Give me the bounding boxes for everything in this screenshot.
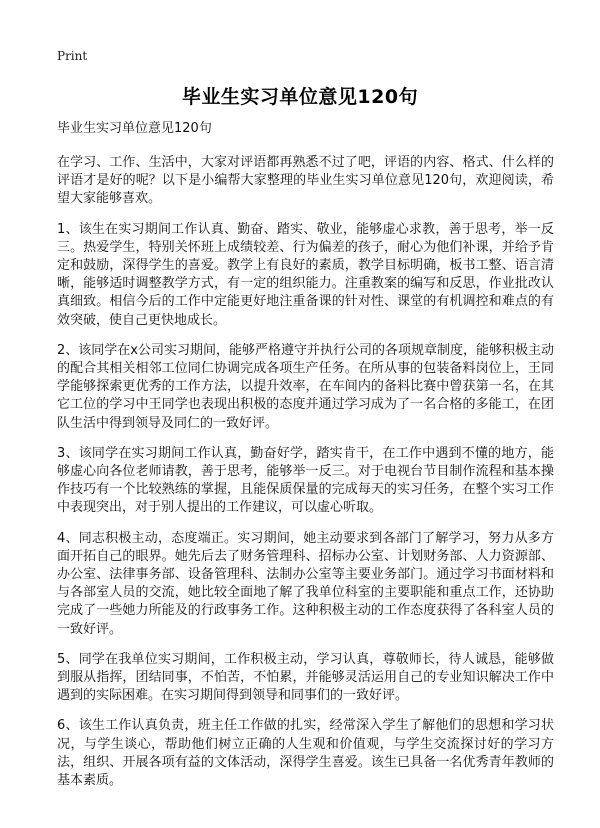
document-title: 毕业生实习单位意见120句 bbox=[181, 86, 419, 108]
paragraph-5: 5、同学在我单位实习期间，工作积极主动，学习认真，尊敬师长，待人诚恳，能够做到服从指挥，团结同事，不怕苦，不怕累，并能够灵活运用自己的专业知识解决工作中遇到的实际困难。在实习期间得到领导和同事们的一致好评。 bbox=[57, 651, 554, 704]
paragraph-3: 3、该同学在实习期间工作认真，勤奋好学，踏实肯干，在工作中遇到不懂的地方，能够虚心向各位老师请教，善于思考，能够举一反三。对于电视台节目制作流程和基本操作技巧有一个比较熟练的掌握，且能保质保量的完成每天的实习任务，在整个实习工作中表现突出，对于别人提出的工作建议，可以虚心听取。 bbox=[57, 445, 554, 516]
paragraph-6: 6、该生工作认真负责，班主任工作做的扎实，经常深入学生了解他们的思想和学习状况，与学生谈心，帮助他们树立正确的人生观和价值观，与学生交流探讨好的学习方法，组织、开展各项有益的文体活动，深得学生喜爱。该生已具备一名优秀青年教师的基本素质。 bbox=[57, 718, 554, 789]
paragraph-4: 4、同志积极主动，态度端正。实习期间，她主动要求到各部门了解学习，努力从多方面开拓自己的眼界。她先后去了财务管理科、招标办公室、计划财务部、人力资源部、办公室、法律事务部、设备管理科、法制办公室等主要业务部门。通过学习书面材料和与各部室人员的交流，她比较全面地了解了我单位科室的主要职能和重点工作，还协助完成了一些她力所能及的行政事务工作。这种积极主动的工作态度获得了各科室人员的一致好评。 bbox=[57, 530, 554, 637]
document-subtitle: 毕业生实习单位意见120句 bbox=[57, 121, 212, 136]
document-body bbox=[57, 120, 554, 802]
paragraph-1: 1、该生在实习期间工作认真、勤奋、踏实、敬业，能够虚心求教，善于思考，举一反三。热爱学生，特别关怀班上成绩较差、行为偏差的孩子，耐心为他们补课，并给予肯定和鼓励，深得学生的喜爱。教学上有良好的素质，教学目标明确，板书工整、语言清晰，能够适时调整教学方式，有一定的组织能力。注重教案的编写和反思，作业批改认真细致。相信今后的工作中定能更好地注重备课的针对性、课堂的有机调控和难点的有效突破，使自己更快地成长。 bbox=[57, 221, 554, 328]
intro-paragraph: 在学习、工作、生活中，大家对评语都再熟悉不过了吧，评语的内容、格式、什么样的评语才是好的呢？以下是小编帮大家整理的毕业生实习单位意见120句，欢迎阅读，希望大家能够喜欢。 bbox=[57, 155, 554, 207]
print-link[interactable]: Print bbox=[57, 49, 88, 63]
paragraph-2: 2、该同学在x公司实习期间，能够严格遵守并执行公司的各项规章制度，能够积极主动的配合其相关相邻工位同仁协调完成各项生产任务。在所从事的包装备料岗位上，王同学能够探索更优秀的工作方法，以提升效率，在车间内的备料比赛中曾获第一名，在其它工位的学习中王同学也表现出积极的态度并通过学习成为了一名合格的多能工，在团队生活中得到领导及同仁的一致好评。 bbox=[57, 342, 554, 431]
